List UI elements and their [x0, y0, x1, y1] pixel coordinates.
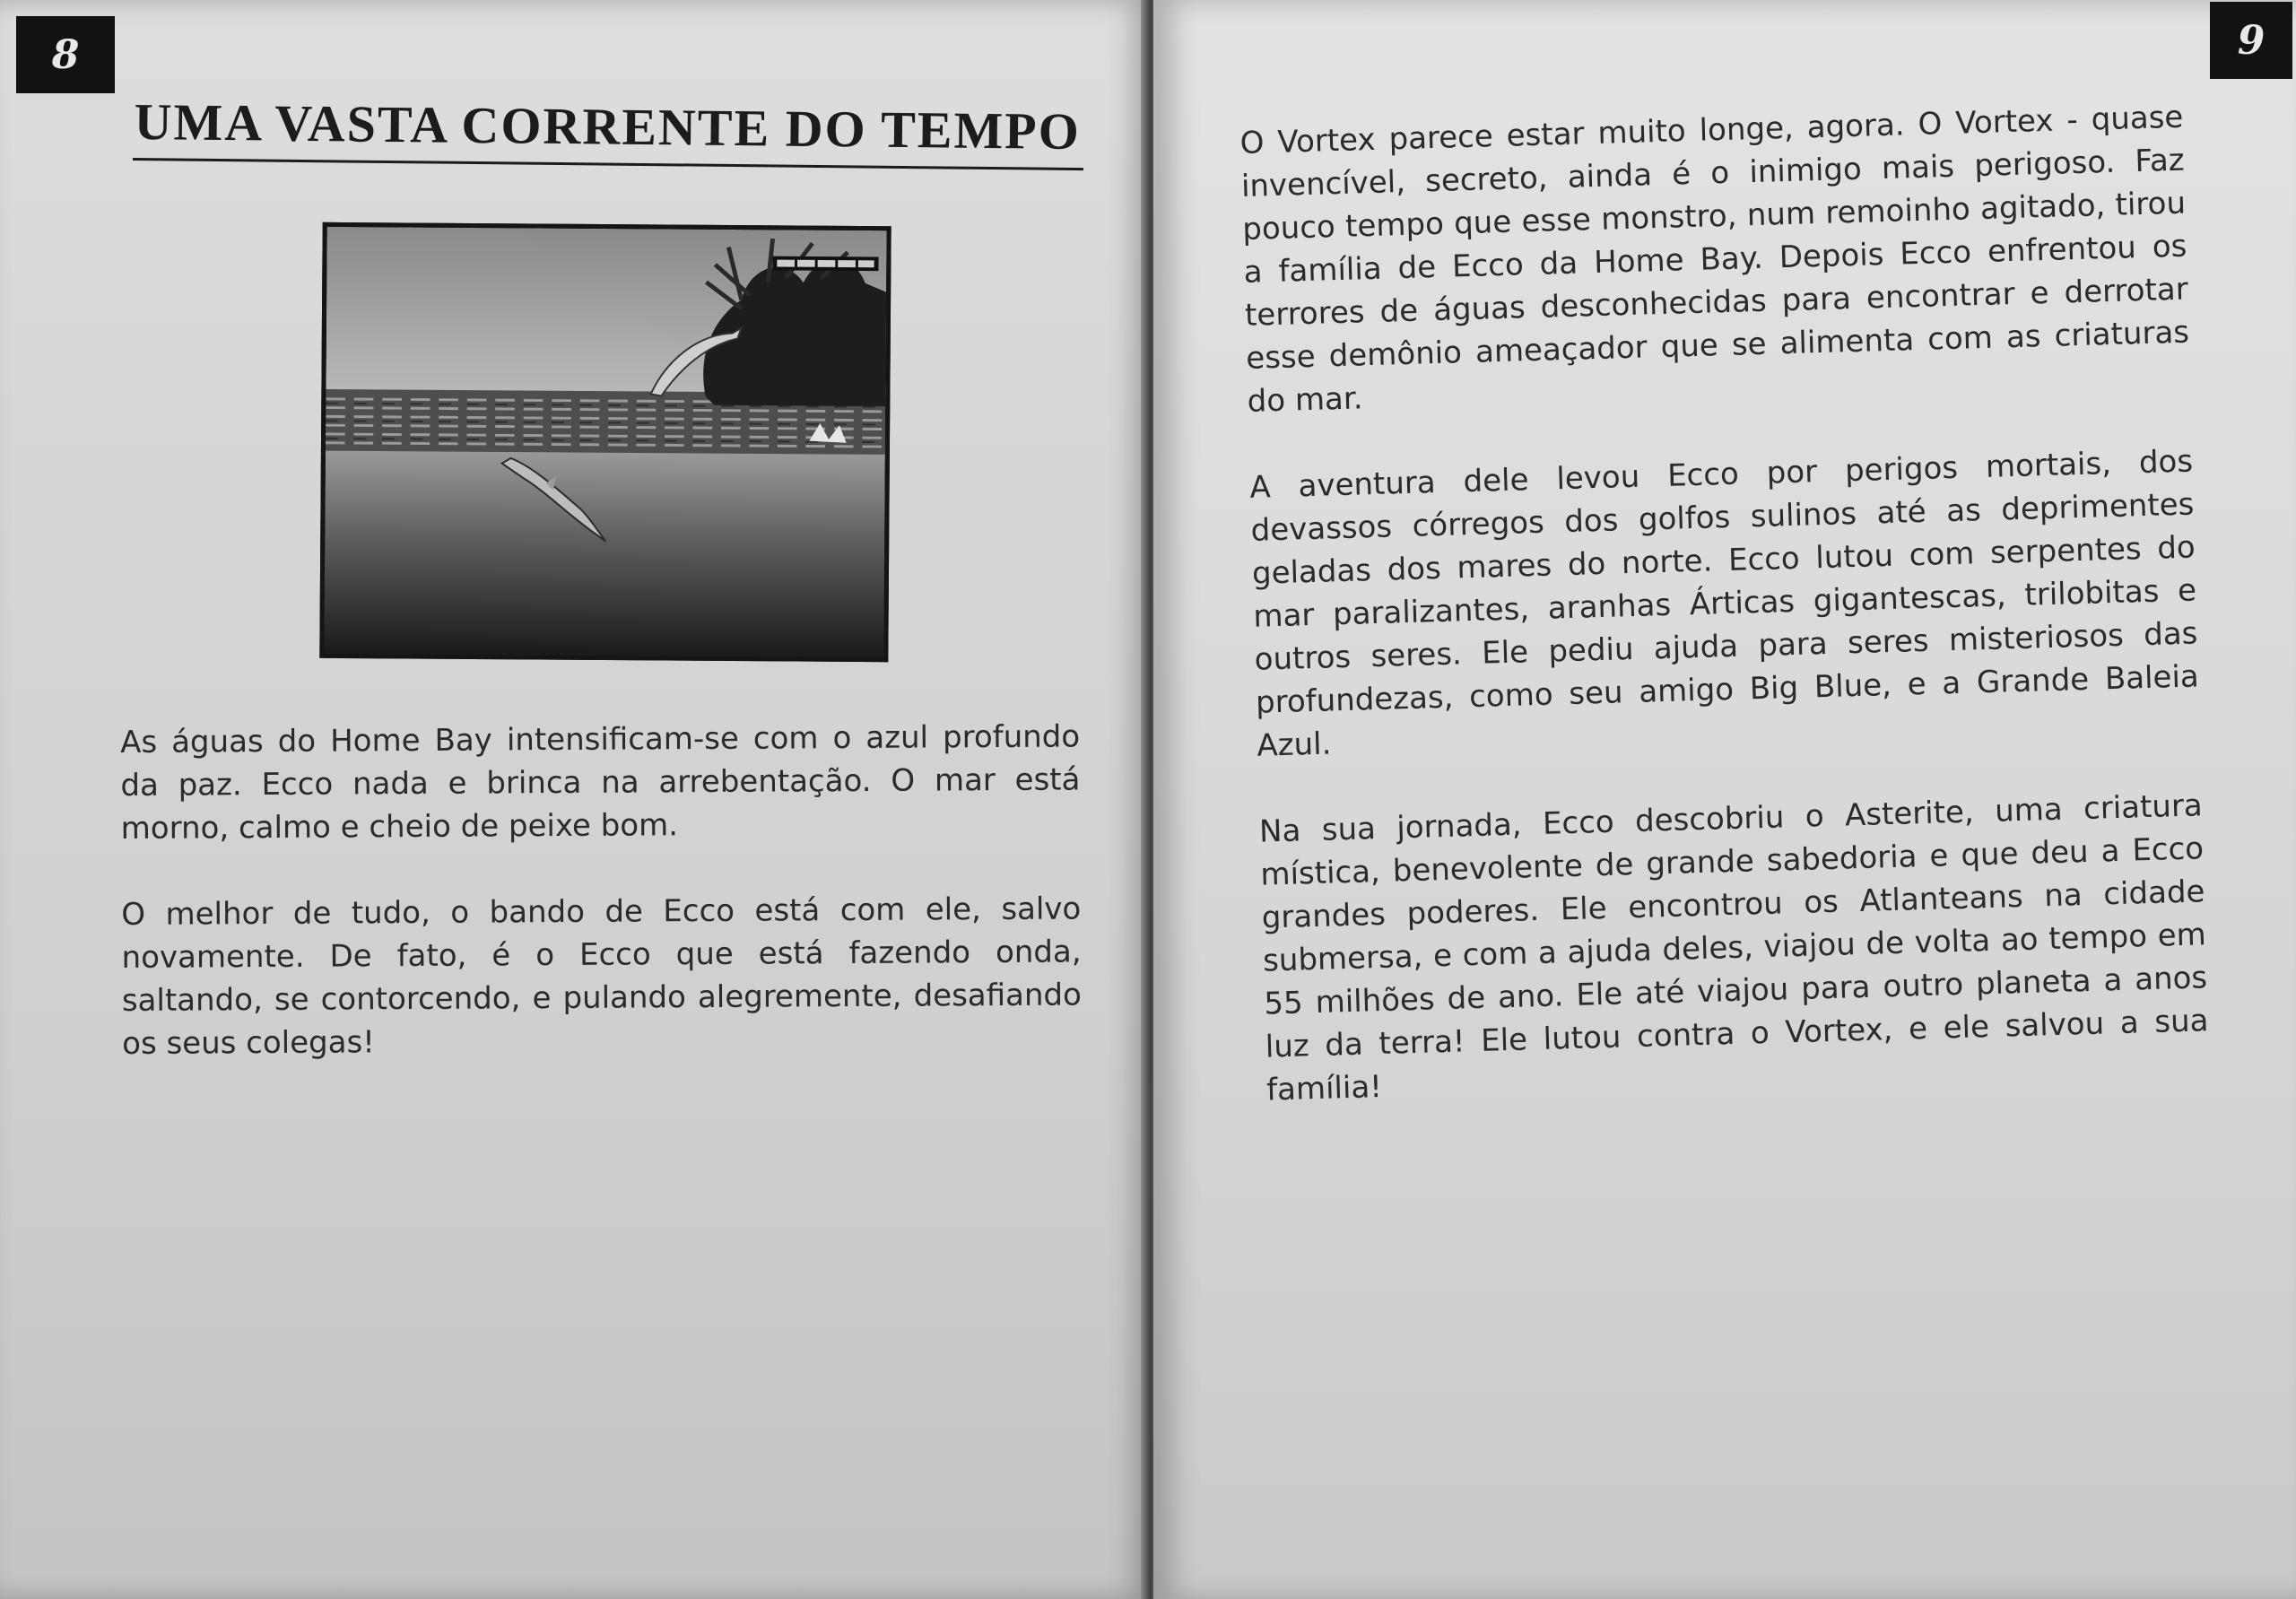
- left-paragraph-2: O melhor de tudo, o bando de Ecco está com ele, salvo novamente. De fato, é o Ecco que está fazendo onda, saltando, se contorcendo, e pulando alegremente, desafiando os seus colegas!: [121, 891, 1083, 1062]
- page-number-tab-left: [16, 16, 115, 93]
- section-title: UMA VASTA CORRENTE DO TEMPO: [134, 91, 1082, 161]
- page-number-left: 8: [51, 31, 80, 78]
- left-paragraph-1: As águas do Home Bay intensificam-se com o azul profundo da paz. Ecco nada e brinca na arrebentação. O mar está morno, calmo e cheio de peixe bom.: [120, 718, 1081, 847]
- page-number-right: 9: [2237, 17, 2266, 64]
- dolphin-scene-illustration: [324, 227, 886, 657]
- right-paragraph-3: Na sua jornada, Ecco descobriu o Asterite, uma criatura mística, benevolente de grande sabedoria e que deu a Ecco grandes poderes. Ele encontrou os Atlanteans na cidade submersa, e com a ajuda deles, viajou de volta ao tempo em 55 milhões de ano. Ele até viajou para outro planeta a anos luz da terra! Ele lutou contra o Vortex, e ele salvou a sua família!: [1258, 787, 2209, 1108]
- right-body-text: [1239, 96, 2210, 1112]
- left-body-text: [120, 715, 1082, 1065]
- game-screenshot-image: [319, 222, 891, 662]
- page-number-tab-right: [2210, 2, 2292, 79]
- right-paragraph-2: A aventura dele levou Ecco por perigos mortais, dos devassos córregos dos golfos sulinos até as deprimentes geladas dos mares do norte. Ecco lutou com serpentes do mar paralizantes, aranhas Árticas gigantescas, trilobitas e outros seres. Ele pediu ajuda para seres misteriosos das profundezas, como seu amigo Big Blue, e a Grande Baleia Azul.: [1248, 443, 2200, 764]
- right-paragraph-1: O Vortex parece estar muito longe, agora. O Vortex - quase invencível, secreto, ainda é o inimigo mais perigoso. Faz pouco tempo que esse monstro, num remoinho agitado, tirou a família de Ecco da Home Bay. Depois Ecco enfrentou os terrores de águas desconhecidas para encontrar e derrotar esse demônio ameaçador que se alimenta com as criaturas do mar.: [1239, 99, 2190, 420]
- right-page: [1153, 0, 2296, 1599]
